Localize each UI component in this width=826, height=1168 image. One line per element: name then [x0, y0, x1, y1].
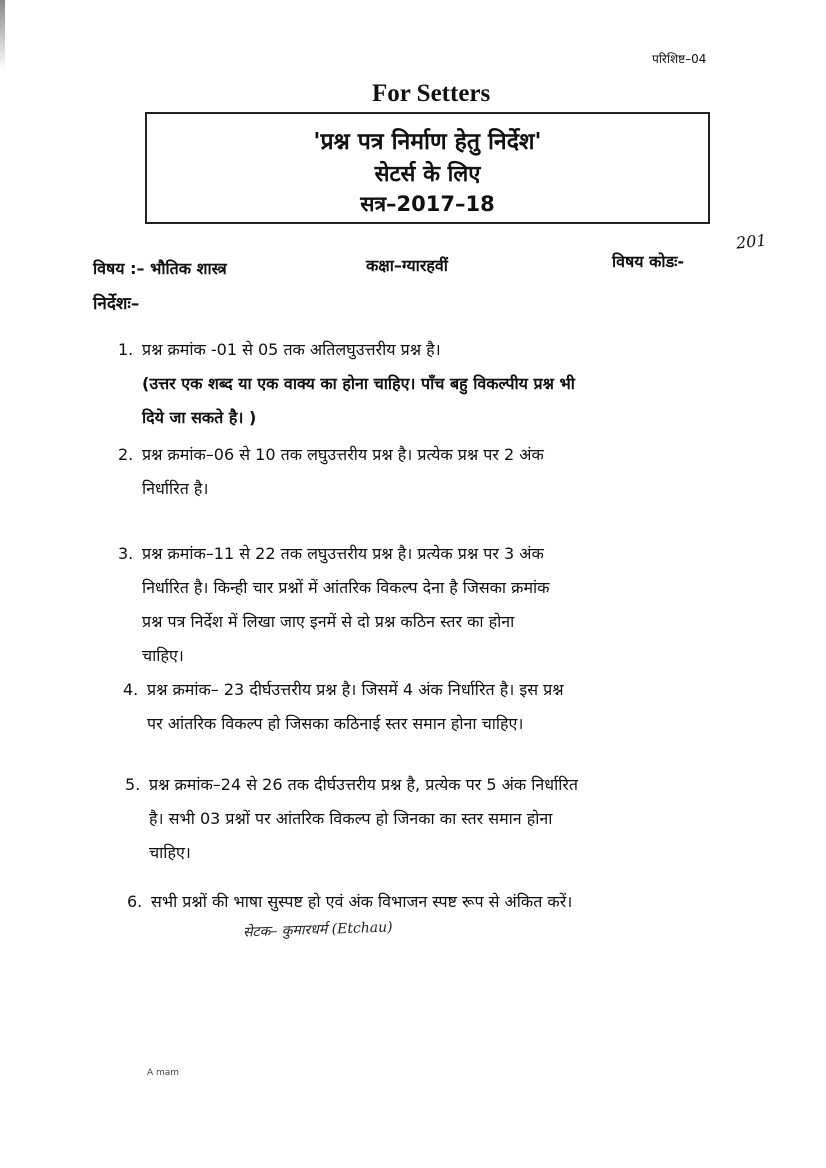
item-line: प्रश्न क्रमांक– 23 दीर्घउत्तरीय प्रश्न है। जिसमें 4 अंक निर्धारित है। इस प्रश्न	[147, 680, 564, 699]
title-line-1: 'प्रश्न पत्र निर्माण हेतु निर्देश'	[313, 129, 542, 155]
item-number: 3.	[118, 544, 134, 563]
item-number: 4.	[123, 680, 139, 699]
subject-code-handwritten: 201	[735, 230, 768, 253]
item-line: प्रश्न क्रमांक–24 से 26 तक दीर्घउत्तरीय प्रश्न है, प्रत्येक पर 5 अंक निर्धारित	[149, 775, 579, 794]
item-line: चाहिए।	[142, 646, 184, 665]
item-line: दिये जा सकते है। )	[142, 408, 257, 427]
item-line: निर्धारित है।	[142, 479, 209, 498]
item-line: निर्धारित है। किन्ही चार प्रश्नों में आंतरिक विकल्प देना है जिसका क्रमांक	[142, 578, 550, 597]
instructions-heading: निर्देशः–	[93, 294, 140, 314]
item-number: 1.	[118, 340, 134, 359]
item-line: प्रश्न क्रमांक -01 से 05 तक अतिलघुउत्तरीय प्रश्न है।	[142, 340, 441, 359]
item-line: पर आंतरिक विकल्प हो जिसका कठिनाई स्तर समान होना चाहिए।	[147, 714, 524, 733]
footer-mark: A mam	[147, 1068, 180, 1078]
item-line: प्रश्न क्रमांक–11 से 22 तक लघुउत्तरीय प्रश्न है। प्रत्येक प्रश्न पर 3 अंक	[142, 544, 544, 563]
item-line: प्रश्न पत्र निर्देश में लिखा जाए इनमें से दो प्रश्न कठिन स्तर का होना	[142, 612, 515, 631]
scan-edge-artifact	[0, 0, 5, 70]
item-line: (उत्तर एक शब्द या एक वाक्य का होना चाहिए। पाँच बहु विकल्पीय प्रश्न भी	[142, 374, 575, 393]
instruction-item-2	[118, 438, 544, 506]
instruction-item-6	[127, 885, 573, 919]
title-line-2: सेटर्स के लिए	[374, 162, 481, 187]
for-setters-heading: For Setters	[372, 80, 491, 107]
annexure-label: परिशिष्ट–04	[652, 52, 707, 66]
title-box	[145, 112, 710, 224]
instruction-item-3	[118, 537, 550, 673]
item-line: है। सभी 03 प्रश्नों पर आंतरिक विकल्प हो जिनका का स्तर समान होना	[149, 809, 553, 828]
item-number: 2.	[118, 445, 134, 464]
handwritten-signature: सेटक– कुमारधर्म (Etchau)	[242, 919, 393, 941]
subject-code-label: विषय कोडः-	[612, 252, 685, 271]
instruction-item-4	[123, 673, 564, 741]
instruction-item-5	[125, 768, 579, 870]
item-line: सभी प्रश्नों की भाषा सुस्पष्ट हो एवं अंक विभाजन स्पष्ट रूप से अंकित करें।	[151, 892, 573, 911]
item-number: 6.	[127, 892, 143, 911]
subject-label: विषय :– भौतिक शास्त्र	[93, 259, 227, 278]
item-line: चाहिए।	[149, 843, 191, 862]
instruction-item-1	[118, 333, 575, 435]
item-number: 5.	[125, 775, 141, 794]
item-line: प्रश्न क्रमांक–06 से 10 तक लघुउत्तरीय प्रश्न है। प्रत्येक प्रश्न पर 2 अंक	[142, 445, 544, 464]
class-label: कक्षा–ग्यारहवीं	[366, 256, 448, 275]
session-title: सत्र–2017–18	[360, 192, 495, 216]
